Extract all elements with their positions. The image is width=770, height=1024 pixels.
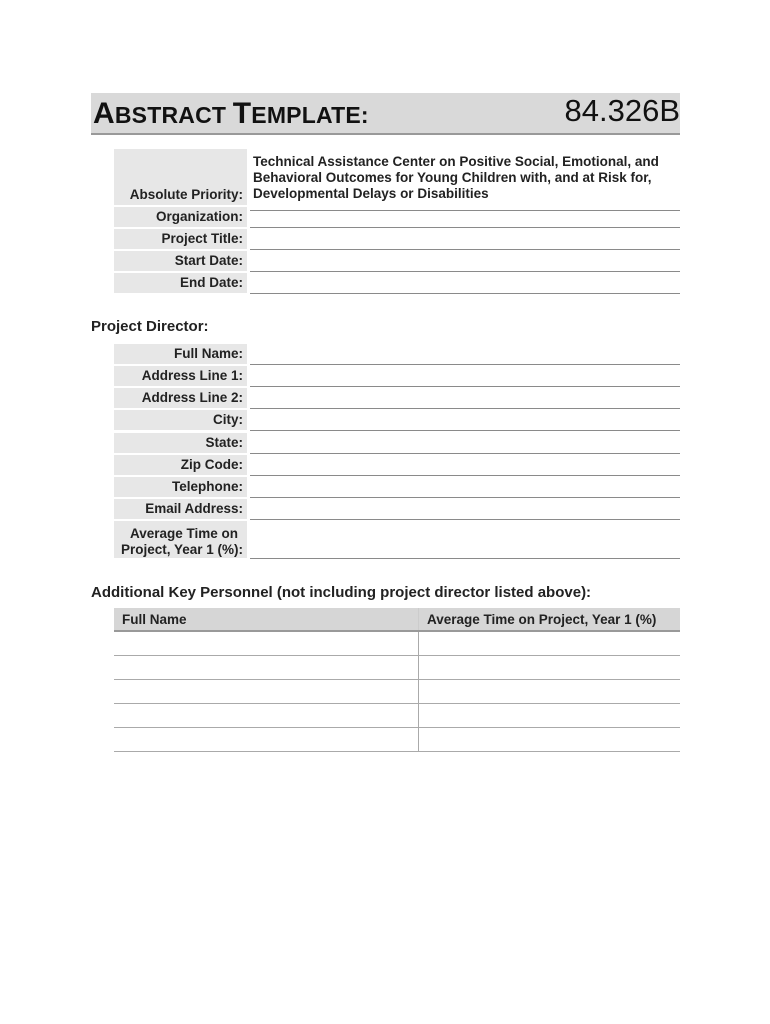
- full-name-cell[interactable]: [114, 631, 419, 656]
- state-label-text: State:: [205, 435, 243, 450]
- start-date-label: [114, 251, 247, 271]
- address-line-1-label-text: Address Line 1:: [141, 368, 243, 383]
- program-code: 84.326B: [564, 93, 680, 128]
- city-label: [114, 410, 247, 430]
- start-date-row: [114, 251, 680, 271]
- city-label-text: City:: [213, 412, 243, 427]
- zip-code-label: [114, 455, 247, 475]
- column-header-full-name: Full Name: [114, 608, 419, 631]
- state-row: [114, 433, 680, 453]
- address-line-2-label: [114, 388, 247, 408]
- absolute-priority-label: [114, 149, 247, 205]
- table-header-row: [114, 608, 680, 631]
- city-field[interactable]: [250, 410, 680, 431]
- end-date-field[interactable]: [250, 273, 680, 294]
- organization-row: [114, 207, 680, 227]
- project-title-label: [114, 229, 247, 249]
- column-header-average-time: Average Time on Project, Year 1 (%): [419, 608, 681, 631]
- title-initial-t: T: [232, 97, 252, 130]
- project-director-heading: Project Director:: [91, 318, 209, 335]
- address-line-1-label: [114, 366, 247, 386]
- additional-personnel-heading: Additional Key Personnel (not including project director listed above):: [91, 584, 592, 601]
- email-address-label-text: Email Address:: [145, 501, 243, 516]
- city-row: [114, 410, 680, 430]
- telephone-label-text: Telephone:: [171, 479, 243, 494]
- address-line-1-field[interactable]: [250, 366, 680, 387]
- title-word2-rest: EMPLATE:: [251, 102, 369, 128]
- organization-label: [114, 207, 247, 227]
- end-date-label: [114, 273, 247, 293]
- table-row: [114, 631, 680, 656]
- title-bar: [91, 93, 680, 135]
- telephone-field[interactable]: [250, 477, 680, 498]
- average-time-label-line: Average Time on: [129, 526, 238, 541]
- project-title-field[interactable]: [250, 229, 680, 250]
- address-line-1-row: [114, 366, 680, 386]
- address-line-2-label-text: Address Line 2:: [141, 390, 243, 405]
- project-title-label-text: Project Title:: [161, 231, 243, 246]
- average-time-label-line: Project, Year 1 (%):: [120, 542, 243, 557]
- average-time-cell[interactable]: [419, 728, 681, 752]
- absolute-priority-row: [114, 149, 680, 205]
- average-time-cell[interactable]: [419, 656, 681, 680]
- absolute-priority-value[interactable]: [250, 149, 680, 211]
- full-name-label: [114, 344, 247, 364]
- full-name-label-text: Full Name:: [173, 346, 243, 361]
- email-address-field[interactable]: [250, 499, 680, 520]
- priority-line: Technical Assistance Center on Positive Social, Emotional, and: [253, 154, 659, 169]
- organization-label-text: Organization:: [156, 209, 243, 224]
- telephone-row: [114, 477, 680, 497]
- full-name-cell[interactable]: [114, 680, 419, 704]
- telephone-label: [114, 477, 247, 497]
- average-time-cell[interactable]: [419, 680, 681, 704]
- average-time-row: [114, 521, 680, 558]
- project-title-row: [114, 229, 680, 249]
- absolute-priority-label-text: Absolute Priority:: [129, 187, 243, 202]
- start-date-label-text: Start Date:: [174, 253, 243, 268]
- average-time-cell[interactable]: [419, 631, 681, 656]
- end-date-label-text: End Date:: [179, 275, 243, 290]
- zip-code-label-text: Zip Code:: [180, 457, 243, 472]
- zip-code-field[interactable]: [250, 455, 680, 476]
- full-name-cell[interactable]: [114, 656, 419, 680]
- full-name-row: [114, 344, 680, 364]
- table-row: [114, 680, 680, 704]
- start-date-field[interactable]: [250, 251, 680, 272]
- full-name-cell[interactable]: [114, 728, 419, 752]
- state-label: [114, 433, 247, 453]
- priority-line: Behavioral Outcomes for Young Children with, and at Risk for,: [253, 170, 652, 185]
- page-title: [93, 97, 369, 131]
- full-name-cell[interactable]: [114, 704, 419, 728]
- organization-field[interactable]: [250, 207, 680, 228]
- table-row: [114, 704, 680, 728]
- end-date-row: [114, 273, 680, 293]
- email-address-row: [114, 499, 680, 519]
- address-line-2-row: [114, 388, 680, 408]
- state-field[interactable]: [250, 433, 680, 454]
- address-line-2-field[interactable]: [250, 388, 680, 409]
- title-word-rest: BSTRACT: [114, 102, 233, 128]
- zip-code-row: [114, 455, 680, 475]
- full-name-field[interactable]: [250, 344, 680, 365]
- average-time-cell[interactable]: [419, 704, 681, 728]
- average-time-field[interactable]: [250, 521, 680, 559]
- table-row: [114, 728, 680, 752]
- personnel-table: [114, 608, 680, 752]
- average-time-label: [114, 521, 247, 558]
- priority-line: Developmental Delays or Disabilities: [253, 186, 489, 201]
- title-initial-a: A: [93, 97, 115, 130]
- email-address-label: [114, 499, 247, 519]
- table-row: [114, 656, 680, 680]
